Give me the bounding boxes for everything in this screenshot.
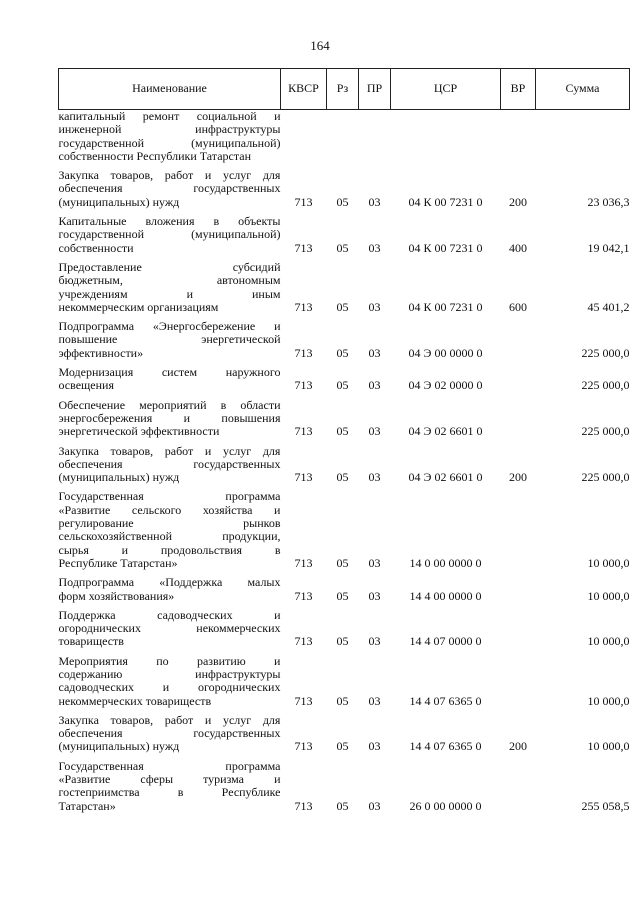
row-name: [59, 320, 281, 366]
row-name: [59, 399, 281, 445]
header-pr: ПР: [359, 69, 391, 110]
cell-pr: 03: [368, 194, 381, 209]
header-sum: Сумма: [536, 69, 630, 110]
row-name-line: товариществ: [58, 634, 124, 649]
cell-csr: 04 Э 02 6601 0: [408, 424, 483, 439]
row-name-line: содержанию инфраструктуры: [58, 666, 281, 681]
cell-vr: 200: [509, 470, 527, 485]
row-name-line: Государственная программа: [58, 489, 281, 504]
cell-sum: 225 000,0: [581, 345, 630, 360]
table-row: [59, 366, 630, 399]
row-name-line: капитальный ремонт социальной и: [58, 109, 281, 123]
row-name-line: гостеприимства в Республике: [58, 785, 281, 800]
cell-vr: [501, 576, 536, 609]
cell-vr: 400: [509, 240, 527, 255]
table-row: [59, 655, 630, 714]
cell-rz: 05: [336, 739, 349, 754]
cell-rz: 05: [336, 693, 349, 708]
cell-pr: 03: [368, 634, 381, 649]
cell-sum: 19 042,1: [587, 240, 630, 255]
row-name-line: форм хозяйствования»: [58, 588, 175, 603]
cell-pr: 03: [368, 555, 381, 570]
cell-csr: 14 4 00 0000 0: [409, 588, 482, 603]
cell-rz: 05: [336, 378, 349, 393]
table-row: [59, 110, 630, 170]
row-name: [59, 169, 281, 215]
table-row: [59, 169, 630, 215]
cell-vr: [501, 110, 536, 170]
cell-vr: [501, 320, 536, 366]
header-csr: ЦСР: [391, 69, 501, 110]
row-name: [59, 655, 281, 714]
row-name-line: государственной (муниципальной): [58, 227, 281, 242]
row-name: [59, 714, 281, 760]
cell-rz: 05: [336, 299, 349, 314]
cell-kvsr: 713: [294, 588, 313, 603]
row-name-line: «Развитие сельского хозяйства и: [58, 502, 281, 517]
row-name-line: (муниципальных) нужд: [58, 739, 180, 754]
cell-rz: 05: [336, 798, 349, 813]
cell-sum: 23 036,3: [587, 194, 630, 209]
row-name-line: повышение энергетической: [58, 332, 281, 347]
row-name: [59, 445, 281, 491]
cell-kvsr: 713: [294, 378, 313, 393]
header-kvsr: КВСР: [281, 69, 327, 110]
cell-pr: 03: [368, 240, 381, 255]
cell-pr: 03: [368, 470, 381, 485]
cell-sum: 10 000,0: [587, 588, 630, 603]
row-name-line: «Развитие сферы туризма и: [58, 772, 281, 787]
cell-sum: 10 000,0: [587, 739, 630, 754]
cell-rz: 05: [336, 588, 349, 603]
cell-csr: 04 Э 00 0000 0: [408, 345, 483, 360]
row-name-line: Республике Татарстан»: [58, 555, 178, 570]
row-name-line: энергосбережения и повышения: [58, 410, 281, 425]
row-name-line: Обеспечение мероприятий в области: [58, 397, 281, 412]
cell-pr: 03: [368, 588, 381, 603]
cell-csr: 14 4 07 6365 0: [409, 693, 482, 708]
cell-csr: 14 4 07 6365 0: [409, 739, 482, 754]
cell-csr: 14 0 00 0000 0: [409, 555, 482, 570]
cell-kvsr: 713: [294, 693, 313, 708]
cell-kvsr: 713: [294, 739, 313, 754]
header-rz: Рз: [327, 69, 359, 110]
cell-kvsr: [281, 110, 327, 170]
cell-kvsr: 713: [294, 345, 313, 360]
table-body: [59, 110, 630, 819]
cell-sum: 225 000,0: [581, 470, 630, 485]
row-name-line: Закупка товаров, работ и услуг для: [58, 712, 281, 727]
cell-csr: 14 4 07 0000 0: [409, 634, 482, 649]
row-name-line: учреждениям и иным: [58, 286, 281, 301]
row-name-line: Модернизация систем наружного: [58, 365, 281, 380]
cell-pr: 03: [368, 739, 381, 754]
row-name: [59, 366, 281, 399]
cell-vr: [501, 399, 536, 445]
row-name-line: сельскохозяйственной продукции,: [58, 529, 281, 544]
table-row: [59, 576, 630, 609]
row-name-line: государственной (муниципальной): [58, 135, 281, 150]
cell-rz: 05: [336, 470, 349, 485]
row-name-line: Мероприятия по развитию и: [58, 653, 281, 668]
cell-csr: 04 К 00 7231 0: [408, 240, 483, 255]
row-name: [59, 490, 281, 576]
table-row: [59, 714, 630, 760]
cell-csr: 04 Э 02 6601 0: [408, 470, 483, 485]
row-name-line: собственности: [58, 240, 134, 255]
cell-csr: 26 0 00 0000 0: [409, 798, 482, 813]
row-name: [59, 110, 281, 170]
row-name-line: эффективности»: [58, 345, 144, 360]
header-vr: ВР: [501, 69, 536, 110]
cell-sum: 225 000,0: [581, 424, 630, 439]
table-row: [59, 445, 630, 491]
cell-pr: 03: [368, 345, 381, 360]
cell-kvsr: 713: [294, 634, 313, 649]
cell-vr: [501, 490, 536, 576]
cell-vr: 600: [509, 299, 527, 314]
row-name: [59, 215, 281, 261]
cell-sum: 10 000,0: [587, 693, 630, 708]
cell-pr: 03: [368, 378, 381, 393]
cell-vr: [501, 655, 536, 714]
table-row: [59, 261, 630, 320]
table-row: [59, 490, 630, 576]
table-row: [59, 320, 630, 366]
cell-vr: 200: [509, 194, 527, 209]
cell-rz: 05: [336, 634, 349, 649]
row-name-line: Закупка товаров, работ и услуг для: [58, 168, 281, 183]
cell-vr: 200: [509, 739, 527, 754]
table-row: [59, 215, 630, 261]
row-name-line: регулирование рынков: [58, 516, 281, 531]
cell-rz: 05: [336, 240, 349, 255]
cell-kvsr: 713: [294, 555, 313, 570]
row-name-line: энергетической эффективности: [58, 424, 220, 439]
header-name: Наименование: [59, 69, 281, 110]
row-name-line: Подпрограмма «Энергосбережение и: [58, 319, 281, 334]
row-name-line: обеспечения государственных: [58, 181, 281, 196]
row-name-line: Государственная программа: [58, 758, 281, 773]
cell-pr: 03: [368, 299, 381, 314]
row-name: [59, 261, 281, 320]
cell-rz: 05: [336, 555, 349, 570]
row-name: [59, 609, 281, 655]
row-name-line: некоммерческим организациям: [58, 299, 219, 314]
cell-vr: [501, 760, 536, 819]
cell-sum: 45 401,2: [587, 299, 630, 314]
cell-rz: [327, 110, 359, 170]
row-name-line: освещения: [58, 378, 114, 393]
cell-sum: [536, 110, 630, 170]
cell-kvsr: 713: [294, 798, 313, 813]
cell-kvsr: 713: [294, 470, 313, 485]
cell-pr: 03: [368, 798, 381, 813]
row-name-line: Предоставление субсидий: [58, 259, 281, 274]
cell-csr: 04 Э 02 0000 0: [408, 378, 483, 393]
cell-csr: 04 К 00 7231 0: [408, 299, 483, 314]
page-number: 164: [310, 38, 330, 53]
row-name-line: огороднических некоммерческих: [58, 621, 281, 636]
row-name-line: садоводческих и огороднических: [58, 680, 281, 695]
cell-kvsr: 713: [294, 299, 313, 314]
row-name-line: Капитальные вложения в объекты: [58, 214, 281, 229]
cell-sum: 10 000,0: [587, 634, 630, 649]
row-name-line: некоммерческих товариществ: [58, 693, 212, 708]
row-name-line: собственности Республики Татарстан: [58, 148, 251, 163]
row-name-line: (муниципальных) нужд: [58, 194, 180, 209]
cell-rz: 05: [336, 424, 349, 439]
table-header-row: [59, 69, 630, 110]
row-name: [59, 576, 281, 609]
cell-rz: 05: [336, 345, 349, 360]
row-name-line: сырья и продовольствия в: [58, 542, 281, 557]
table-row: [59, 760, 630, 819]
row-name-line: инженерной инфраструктуры: [58, 122, 281, 137]
row-name-line: Поддержка садоводческих и: [58, 607, 281, 622]
cell-csr: [391, 110, 501, 170]
cell-kvsr: 713: [294, 194, 313, 209]
table-row: [59, 399, 630, 445]
cell-pr: 03: [368, 693, 381, 708]
row-name-line: Татарстан»: [58, 798, 116, 813]
cell-vr: [501, 609, 536, 655]
row-name-line: Подпрограмма «Поддержка малых: [58, 575, 281, 590]
cell-sum: 255 058,5: [581, 798, 630, 813]
cell-rz: 05: [336, 194, 349, 209]
cell-kvsr: 713: [294, 424, 313, 439]
cell-sum: 225 000,0: [581, 378, 630, 393]
row-name-line: бюджетным, автономным: [58, 273, 281, 288]
cell-csr: 04 К 00 7231 0: [408, 194, 483, 209]
row-name-line: обеспечения государственных: [58, 456, 281, 471]
cell-sum: 10 000,0: [587, 555, 630, 570]
cell-kvsr: 713: [294, 240, 313, 255]
cell-pr: [359, 110, 391, 170]
cell-vr: [501, 366, 536, 399]
budget-table: [58, 68, 630, 819]
table-row: [59, 609, 630, 655]
row-name-line: (муниципальных) нужд: [58, 470, 180, 485]
row-name-line: Закупка товаров, работ и услуг для: [58, 443, 281, 458]
row-name-line: обеспечения государственных: [58, 726, 281, 741]
row-name: [59, 760, 281, 819]
cell-pr: 03: [368, 424, 381, 439]
